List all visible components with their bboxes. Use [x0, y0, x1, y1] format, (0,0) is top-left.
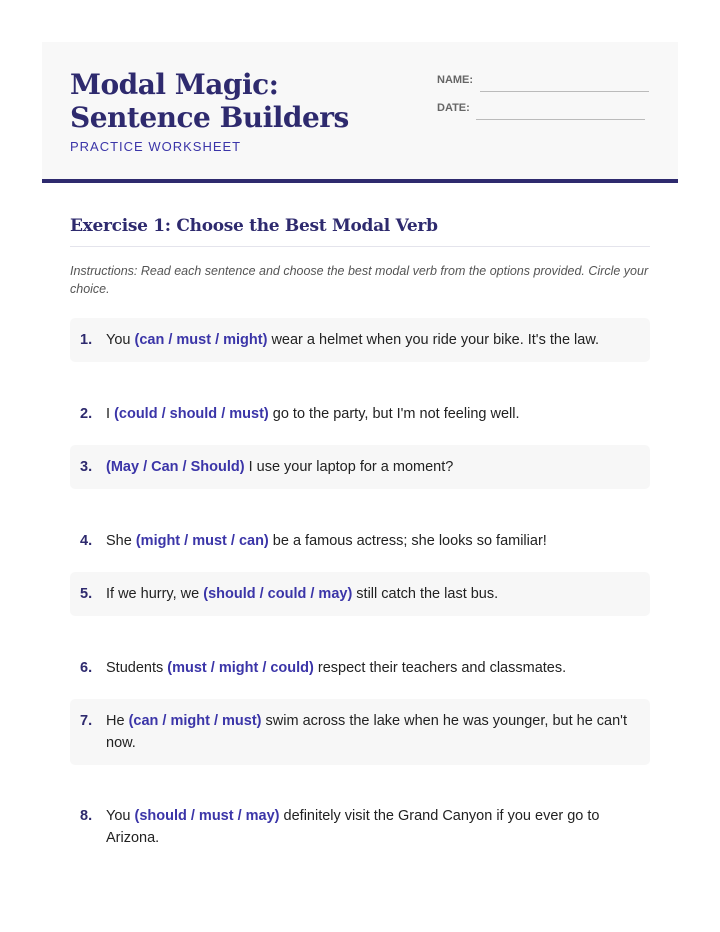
question-text-start: You	[106, 332, 135, 348]
modal-options[interactable]: (could / should / must)	[114, 406, 269, 422]
question-number: 7.	[80, 713, 93, 729]
question-text-start: She	[106, 533, 136, 549]
question-number: 4.	[80, 533, 93, 549]
question-item	[70, 646, 650, 690]
question-number: 3.	[80, 459, 93, 475]
modal-options[interactable]: (should / must / may)	[134, 808, 280, 824]
question-text-end: definitely visit the Grand Canyon if you ever go to Arizona.	[106, 808, 600, 846]
question-text-start: Students	[106, 660, 168, 676]
exercise-title: Exercise 1: Choose the Best Modal Verb	[70, 216, 438, 236]
question-text-end: still catch the last bus.	[352, 586, 499, 602]
question-item	[70, 699, 650, 765]
question-text-end: swim across the lake when he was younger, but he can't now.	[106, 713, 627, 751]
modal-options[interactable]: (might / must / can)	[135, 533, 269, 549]
question-number: 8.	[80, 808, 93, 824]
modal-options[interactable]: (May / Can / Should)	[106, 459, 245, 475]
question-item	[70, 445, 650, 489]
question-text-end: go to the party, but I'm not feeling well.	[268, 406, 520, 422]
question-number: 2.	[80, 406, 93, 422]
question-number: 6.	[80, 660, 93, 676]
question-text-end: respect their teachers and classmates.	[313, 660, 567, 676]
question-item	[70, 794, 650, 860]
question-item	[70, 318, 650, 362]
question-text-end: be a famous actress; she looks so familiar!	[268, 533, 547, 549]
question-text-start: He	[106, 713, 129, 729]
worksheet-header	[42, 42, 678, 183]
date-label: DATE:	[437, 102, 470, 114]
name-label: NAME:	[437, 74, 474, 86]
modal-options[interactable]: (must / might / could)	[167, 660, 314, 676]
page-subtitle: PRACTICE WORKSHEET	[70, 139, 242, 154]
question-item	[70, 392, 650, 436]
question-item	[70, 519, 650, 563]
exercise-instructions: Instructions: Read each sentence and choose the best modal verb from the options provided. Circle your choice.	[70, 264, 649, 296]
date-field[interactable]	[476, 119, 645, 120]
worksheet	[42, 42, 678, 846]
question-number: 1.	[80, 332, 93, 348]
name-field[interactable]	[480, 91, 649, 92]
exercise-divider	[70, 246, 650, 247]
question-item	[70, 572, 650, 616]
question-text-start: If we hurry, we	[106, 586, 204, 602]
modal-options[interactable]: (should / could / may)	[203, 586, 353, 602]
question-text-end: I use your laptop for a moment?	[244, 459, 454, 475]
modal-options[interactable]: (can / must / might)	[134, 332, 268, 348]
page-title: Modal Magic: Sentence Builders	[70, 68, 349, 134]
question-text-start: I	[106, 406, 115, 422]
question-text-start: You	[106, 808, 135, 824]
modal-options[interactable]: (can / might / must)	[128, 713, 262, 729]
question-number: 5.	[80, 586, 93, 602]
question-text-end: wear a helmet when you ride your bike. It's the law.	[267, 332, 600, 348]
